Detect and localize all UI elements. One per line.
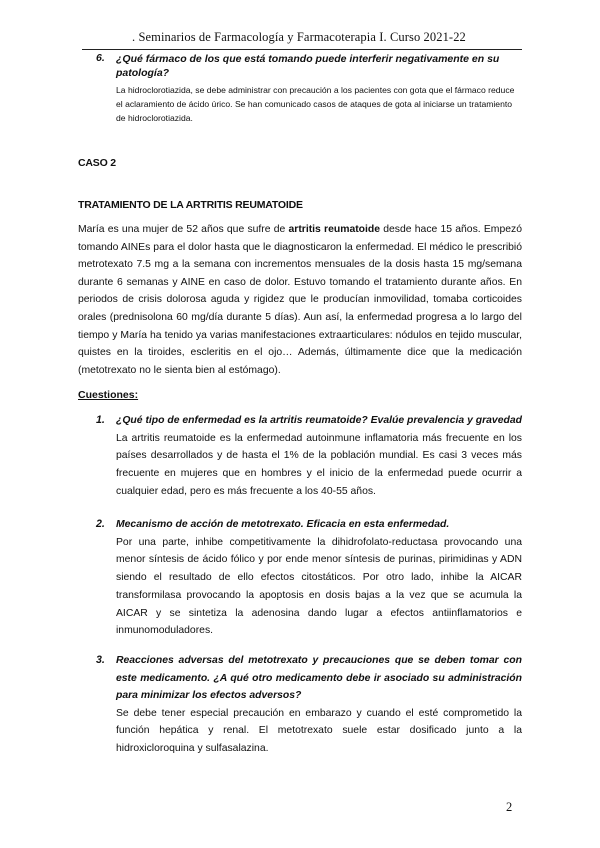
question-number: 2. bbox=[96, 518, 105, 530]
question-number: 6. bbox=[96, 52, 105, 64]
case-paragraph bbox=[78, 221, 522, 379]
question-6 bbox=[96, 52, 522, 125]
answer-text: Por una parte, inhibe competitivamente la dihidrofolato-reductasa provocando una menor síntesis de ácido fólico y por ende menor síntesis de purinas, pirimidinas y ADN siendo el resultado de ello efectos citostáticos. Por otro lado, inhibe la AICAR transformilasa provocando la apoptosis en dosis bajas a la vez que se acumula la AICAR y se sintetiza la adenosina dando lugar a efectos antiinflamatorios e inmunomoduladores. bbox=[116, 536, 522, 637]
question-number: 3. bbox=[96, 654, 105, 666]
case-title: CASO 2 bbox=[78, 157, 116, 169]
question-1 bbox=[96, 412, 522, 501]
answer-text: Se debe tener especial precaución en embarazo y cuando el esté comprometido la función hepática y renal. El metotrexato suele estar dosificado junto a la hidroxicloroquina y sulfasalazina. bbox=[116, 707, 522, 755]
questions-heading: Cuestiones: bbox=[78, 389, 139, 401]
case-bold-term: artritis reumatoide bbox=[288, 224, 381, 235]
header-text: . Seminarios de Farmacología y Farmacoterapia I. Curso 2021-22 bbox=[132, 30, 466, 44]
running-header bbox=[0, 30, 600, 48]
question-2 bbox=[96, 516, 522, 640]
answer-text: La artritis reumatoide es la enfermedad autoinmune inflamatoria más frecuente en los países desarrollados y de hasta el 1% de la población mundial. Es casi 3 veces más frecuente en mujeres que en hombres y el inicio de la enfermedad puede ocurrir a cualquier edad, pero es más frecuente a los 40-55 años. bbox=[116, 432, 522, 497]
section-title: TRATAMIENTO DE LA ARTRITIS REUMATOIDE bbox=[78, 199, 303, 211]
question-text: Reacciones adversas del metotrexato y precauciones que se deben tomar con este medicamento. ¿A qué otro medicamento debe ir asociado su administración para minimizar los efectos adversos? bbox=[116, 655, 522, 701]
case-intro: María es una mujer de 52 años que sufre de bbox=[78, 224, 286, 235]
question-number: 1. bbox=[96, 414, 105, 426]
question-text: Mecanismo de acción de metotrexato. Eficacia en esta enfermedad. bbox=[116, 519, 450, 530]
answer-text: La hidroclorotiazida, se debe administrar con precaución a los pacientes con gota que el fármaco reduce el aclaramiento de ácido úrico. Se han comunicado casos de ataques de gota al iniciarse un tratamiento de hidroclorotiazida. bbox=[116, 85, 515, 123]
question-3 bbox=[96, 652, 522, 758]
question-text: ¿Qué tipo de enfermedad es la artritis reumatoide? Evalúe prevalencia y gravedad bbox=[116, 415, 522, 426]
page-number: 2 bbox=[506, 800, 513, 814]
question-text: ¿Qué fármaco de los que está tomando puede interferir negativamente en su patología? bbox=[116, 53, 500, 79]
case-body: desde hace 15 años. Empezó tomando AINEs para el dolor hasta que le diagnosticaron la enfermedad. El médico le prescribió metrotexato 7.5 mg a la semana con incrementos mensuales de la dosis hasta 15 mg/semana durante 6 semanas y AINE en caso de dolor. Estuvo tomando el tratamiento durante años. En periodos de crisis dolorosa aguda y rigidez que le producían inmovilidad, tomaba corticoides orales (prednisolona 60 mg/día durante 5 días). Aun así, la enfermedad progresa a lo largo del tiempo y María ha tenido ya varias manifestaciones extraarticulares: nódulos en tejido muscular, quistes en la tiroides, escleritis en el ojo… Además, últimamente dice que la medicación (metotrexato no le sienta bien al estómago). bbox=[78, 224, 522, 376]
header-rule bbox=[82, 49, 522, 50]
